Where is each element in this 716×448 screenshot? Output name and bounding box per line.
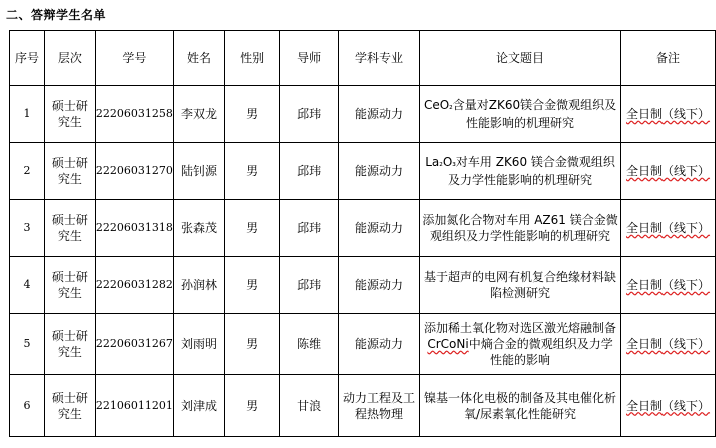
gender-cell: 男 bbox=[225, 375, 280, 437]
thesis-title-cell bbox=[420, 86, 621, 143]
thesis-title-text: ₂ bbox=[449, 102, 453, 112]
col-header-name: 姓名 bbox=[173, 31, 224, 86]
table-row bbox=[10, 86, 716, 143]
table-row bbox=[10, 200, 716, 257]
table-row bbox=[10, 257, 716, 314]
thesis-title-text: ₂ bbox=[439, 159, 443, 169]
major-cell: 能源动力 bbox=[339, 314, 420, 375]
delivery-mode-text: （线下） bbox=[662, 398, 711, 413]
student-name-cell: 刘雨明 bbox=[173, 314, 224, 375]
row-no-cell: 4 bbox=[10, 257, 45, 314]
delivery-mode-text: （线下） bbox=[662, 107, 711, 121]
col-header-thesis-title: 论文题目 bbox=[420, 31, 621, 86]
major-cell: 能源动力 bbox=[339, 86, 420, 143]
gender-cell: 男 bbox=[225, 314, 280, 375]
table-row bbox=[10, 143, 716, 200]
note-cell bbox=[621, 200, 716, 257]
thesis-title-text: 镍基一体化电极的制备及其电催化析氧/尿素氧化性能研究 bbox=[424, 390, 617, 421]
student-name-cell: 刘津成 bbox=[173, 375, 224, 437]
level-cell: 硕士研究生 bbox=[45, 200, 96, 257]
student-id-cell: 22206031258 bbox=[95, 86, 173, 143]
table-row bbox=[10, 314, 716, 375]
thesis-title-cell bbox=[420, 200, 621, 257]
thesis-title-text: O bbox=[442, 155, 453, 169]
row-no-cell: 5 bbox=[10, 314, 45, 375]
advisor-cell: 邱玮 bbox=[280, 257, 339, 314]
delivery-mode-text: （线下） bbox=[662, 278, 711, 292]
major-cell: 动力工程及工程热物理 bbox=[339, 375, 420, 437]
note-cell bbox=[621, 86, 716, 143]
study-mode-text: 全日制 bbox=[626, 221, 663, 235]
thesis-title-text: CrCoNi bbox=[427, 337, 469, 351]
thesis-title-text: 基于超声的电网有机复合绝缘材料缺陷检测研究 bbox=[424, 270, 617, 300]
thesis-title-cell bbox=[420, 257, 621, 314]
header-row bbox=[10, 31, 716, 86]
level-cell: 硕士研究生 bbox=[45, 143, 96, 200]
level-cell: 硕士研究生 bbox=[45, 375, 96, 437]
student-name-cell: 李双龙 bbox=[173, 86, 224, 143]
student-id-cell: 22206031282 bbox=[95, 257, 173, 314]
student-id-cell: 22206031318 bbox=[95, 200, 173, 257]
advisor-cell: 陈维 bbox=[280, 314, 339, 375]
col-header-note: 备注 bbox=[621, 31, 716, 86]
thesis-title-text: 添加稀土氧化物对选区激光熔融制备 bbox=[424, 321, 617, 335]
study-mode-text: 全日制 bbox=[626, 337, 663, 351]
level-cell: 硕士研究生 bbox=[45, 314, 96, 375]
study-mode-text: 全日制 bbox=[626, 164, 663, 178]
thesis-title-text: 含量对ZK60镁合金微观组织及性能影响的机理研究 bbox=[452, 98, 617, 130]
student-id-cell: 22106011201 bbox=[95, 375, 173, 437]
thesis-title-text: 中熵合金的微观组织及力学性能的影响 bbox=[468, 337, 613, 367]
note-cell bbox=[621, 314, 716, 375]
col-header-level: 层次 bbox=[45, 31, 96, 86]
note-cell bbox=[621, 257, 716, 314]
defense-student-table bbox=[9, 30, 716, 437]
col-header-major: 学科专业 bbox=[339, 31, 420, 86]
col-header-gender: 性别 bbox=[225, 31, 280, 86]
gender-cell: 男 bbox=[225, 257, 280, 314]
thesis-title-cell bbox=[420, 314, 621, 375]
thesis-title-text: ₃ bbox=[452, 159, 456, 169]
major-cell: 能源动力 bbox=[339, 200, 420, 257]
thesis-title-text: La bbox=[425, 155, 440, 169]
section-heading: 二、答辩学生名单 bbox=[6, 8, 107, 22]
study-mode-text: 全日制 bbox=[626, 278, 663, 292]
note-cell bbox=[621, 143, 716, 200]
delivery-mode-text: （线下） bbox=[662, 221, 711, 235]
thesis-title-cell bbox=[420, 375, 621, 437]
major-cell: 能源动力 bbox=[339, 143, 420, 200]
gender-cell: 男 bbox=[225, 200, 280, 257]
study-mode-text: 全日制 bbox=[626, 398, 663, 413]
row-no-cell: 1 bbox=[10, 86, 45, 143]
col-header-advisor: 导师 bbox=[280, 31, 339, 86]
row-no-cell: 6 bbox=[10, 375, 45, 437]
student-id-cell: 22206031270 bbox=[95, 143, 173, 200]
thesis-title-text: 添加氮化合物对车用 AZ61 镁合金微观组织及力学性能影响的机理研究 bbox=[422, 213, 618, 243]
student-name-cell: 张森茂 bbox=[173, 200, 224, 257]
table-row bbox=[10, 375, 716, 437]
advisor-cell: 邱玮 bbox=[280, 200, 339, 257]
advisor-cell: 邱玮 bbox=[280, 86, 339, 143]
level-cell: 硕士研究生 bbox=[45, 257, 96, 314]
gender-cell: 男 bbox=[225, 143, 280, 200]
row-no-cell: 2 bbox=[10, 143, 45, 200]
student-name-cell: 陆钊源 bbox=[173, 143, 224, 200]
delivery-mode-text: （线下） bbox=[662, 337, 711, 351]
row-no-cell: 3 bbox=[10, 200, 45, 257]
note-cell bbox=[621, 375, 716, 437]
col-header-no: 序号 bbox=[10, 31, 45, 86]
student-name-cell: 孙润林 bbox=[173, 257, 224, 314]
level-cell: 硕士研究生 bbox=[45, 86, 96, 143]
delivery-mode-text: （线下） bbox=[662, 164, 711, 178]
thesis-title-cell bbox=[420, 143, 621, 200]
major-cell: 能源动力 bbox=[339, 257, 420, 314]
col-header-student-id: 学号 bbox=[95, 31, 173, 86]
advisor-cell: 邱玮 bbox=[280, 143, 339, 200]
student-id-cell: 22206031267 bbox=[95, 314, 173, 375]
thesis-title-text: 对车用 ZK60 镁合金微观组织及力学性能影响的机理研究 bbox=[448, 155, 615, 187]
study-mode-text: 全日制 bbox=[626, 107, 663, 121]
thesis-title-text: CeO bbox=[423, 98, 450, 112]
advisor-cell: 甘浪 bbox=[280, 375, 339, 437]
gender-cell: 男 bbox=[225, 86, 280, 143]
